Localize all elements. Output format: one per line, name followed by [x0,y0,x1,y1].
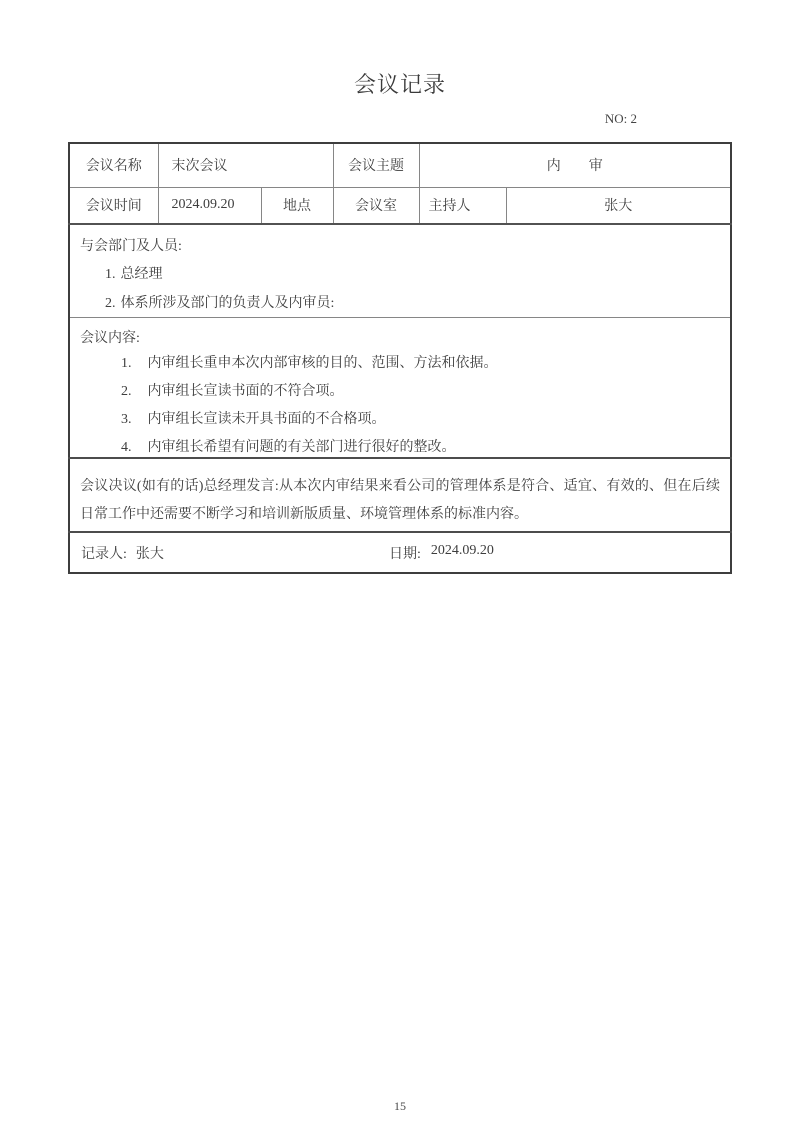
attendees-cell [69,224,731,317]
page-number: 15 [394,1099,406,1113]
content-header: 会议内容: [80,330,140,346]
content-item-number: 4. [121,439,132,455]
attendees-item-text: 体系所涉及部门的负责人及内审员: [120,296,335,312]
recorder-label: 记录人: [81,546,127,562]
meeting-name-value: 末次会议 [158,143,333,187]
host-label: 主持人 [419,187,506,224]
meeting-time-value: 2024.09.20 [158,187,261,224]
place-label: 地点 [261,187,333,224]
doc-number: NO: 2 [604,111,637,126]
date-group [389,543,494,563]
content-item [121,384,730,399]
meeting-topic-value [419,143,731,187]
attendees-item-number: 2. [105,296,116,312]
place-value: 会议室 [333,187,419,224]
table-row-resolution [69,458,731,532]
attendees-item [105,267,730,282]
content-item-number: 1. [121,355,132,371]
attendees-header: 与会部门及人员: [80,239,182,255]
table-row-meeting-time [69,187,731,224]
meeting-name-label: 会议名称 [69,143,158,187]
date-value: 2024.09.20 [430,542,494,558]
content-item-text: 内审组长重申本次内部审核的目的、范围、方法和依据。 [147,355,498,371]
attendees-item-text: 总经理 [120,267,163,283]
meeting-topic-label: 会议主题 [333,143,419,187]
content-item [121,440,730,455]
host-value: 张大 [506,187,731,224]
page-title: 会议记录 [353,72,446,97]
recorder-value: 张大 [135,546,164,562]
date-label: 日期: [389,546,421,562]
content-item [121,356,730,371]
resolution-text: 会议决议(如有的话)总经理发言:从本次内审结果来看公司的管理体系是符合、适宜、有效的、但在后续日常工作中还需要不断学习和培训新版质量、环境管理体系的标准内容。 [80,479,720,522]
meeting-topic-text [547,155,603,175]
table-row-attendees [69,224,731,317]
recorder-cell [69,532,731,573]
content-item [121,412,730,427]
resolution-cell [69,458,731,532]
topic-char-right: 审 [588,159,603,175]
attendees-item [105,296,730,311]
content-item-text: 内审组长宣读书面的不符合项。 [147,383,344,399]
table-row-meeting-name [69,143,731,187]
table-row-recorder [69,532,731,573]
meeting-time-label: 会议时间 [69,187,158,224]
recorder-group [81,543,389,563]
meeting-record-table [68,142,732,574]
content-item-text: 内审组长希望有问题的有关部门进行很好的整改。 [147,439,456,455]
content-item-number: 3. [121,411,132,427]
content-item-number: 2. [121,383,132,399]
recorder-row [70,543,730,563]
topic-char-left: 内 [546,159,561,175]
content-item-text: 内审组长宣读未开具书面的不合格项。 [147,411,386,427]
table-row-meeting-content [69,317,731,458]
attendees-item-number: 1. [105,267,116,283]
meeting-content-cell [69,317,731,458]
